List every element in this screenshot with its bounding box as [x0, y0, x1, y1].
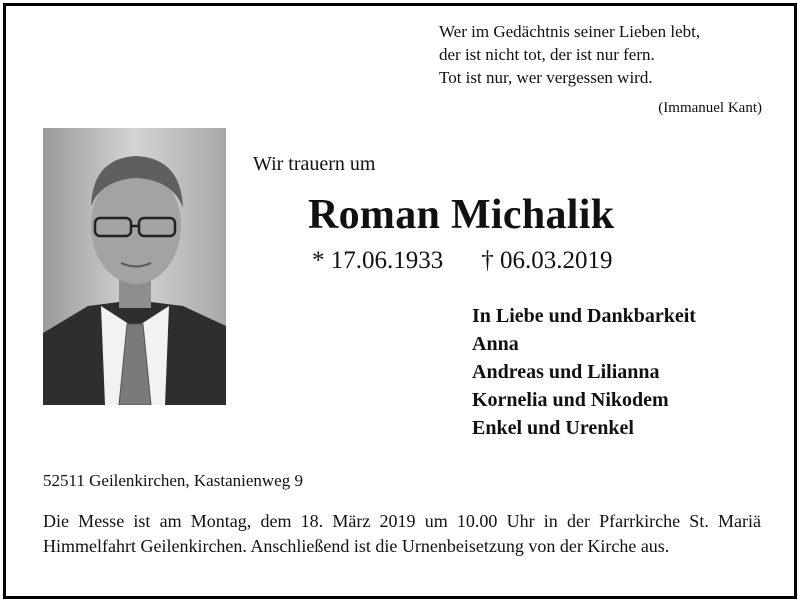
mourner-line: In Liebe und Dankbarkeit	[472, 305, 696, 327]
address: 52511 Geilenkirchen, Kastanienweg 9	[43, 471, 303, 490]
mourner-line: Andreas und Lilianna	[472, 361, 660, 383]
quote-line: Tot ist nur, wer vergessen wird.	[439, 68, 653, 87]
intro-text: Wir trauern um	[253, 153, 376, 175]
deceased-name: Roman Michalik	[308, 192, 615, 238]
mourners-list	[472, 302, 696, 442]
quote-author: (Immanuel Kant)	[658, 100, 762, 116]
death-date: † 06.03.2019	[481, 247, 613, 274]
mourner-line: Enkel und Urenkel	[472, 417, 634, 439]
quote-line: Wer im Gedächtnis seiner Lieben lebt,	[439, 22, 701, 41]
obituary-notice	[3, 3, 797, 599]
mourner-line: Kornelia und Nikodem	[472, 389, 669, 411]
birth-date: * 17.06.1933	[312, 247, 444, 274]
mourner-line: Anna	[472, 333, 519, 355]
memorial-quote	[439, 20, 769, 89]
life-dates	[312, 247, 613, 275]
service-info: Die Messe ist am Montag, dem 18. März 2019 um 10.00 Uhr in der Pfarrkirche St. Mariä Himmelfahrt Geilenkirchen. Anschließend ist die Urnenbeisetzung von der Kirche aus.	[43, 511, 761, 556]
portrait-photo	[43, 128, 226, 405]
quote-line: der ist nicht tot, der ist nur fern.	[439, 45, 655, 64]
